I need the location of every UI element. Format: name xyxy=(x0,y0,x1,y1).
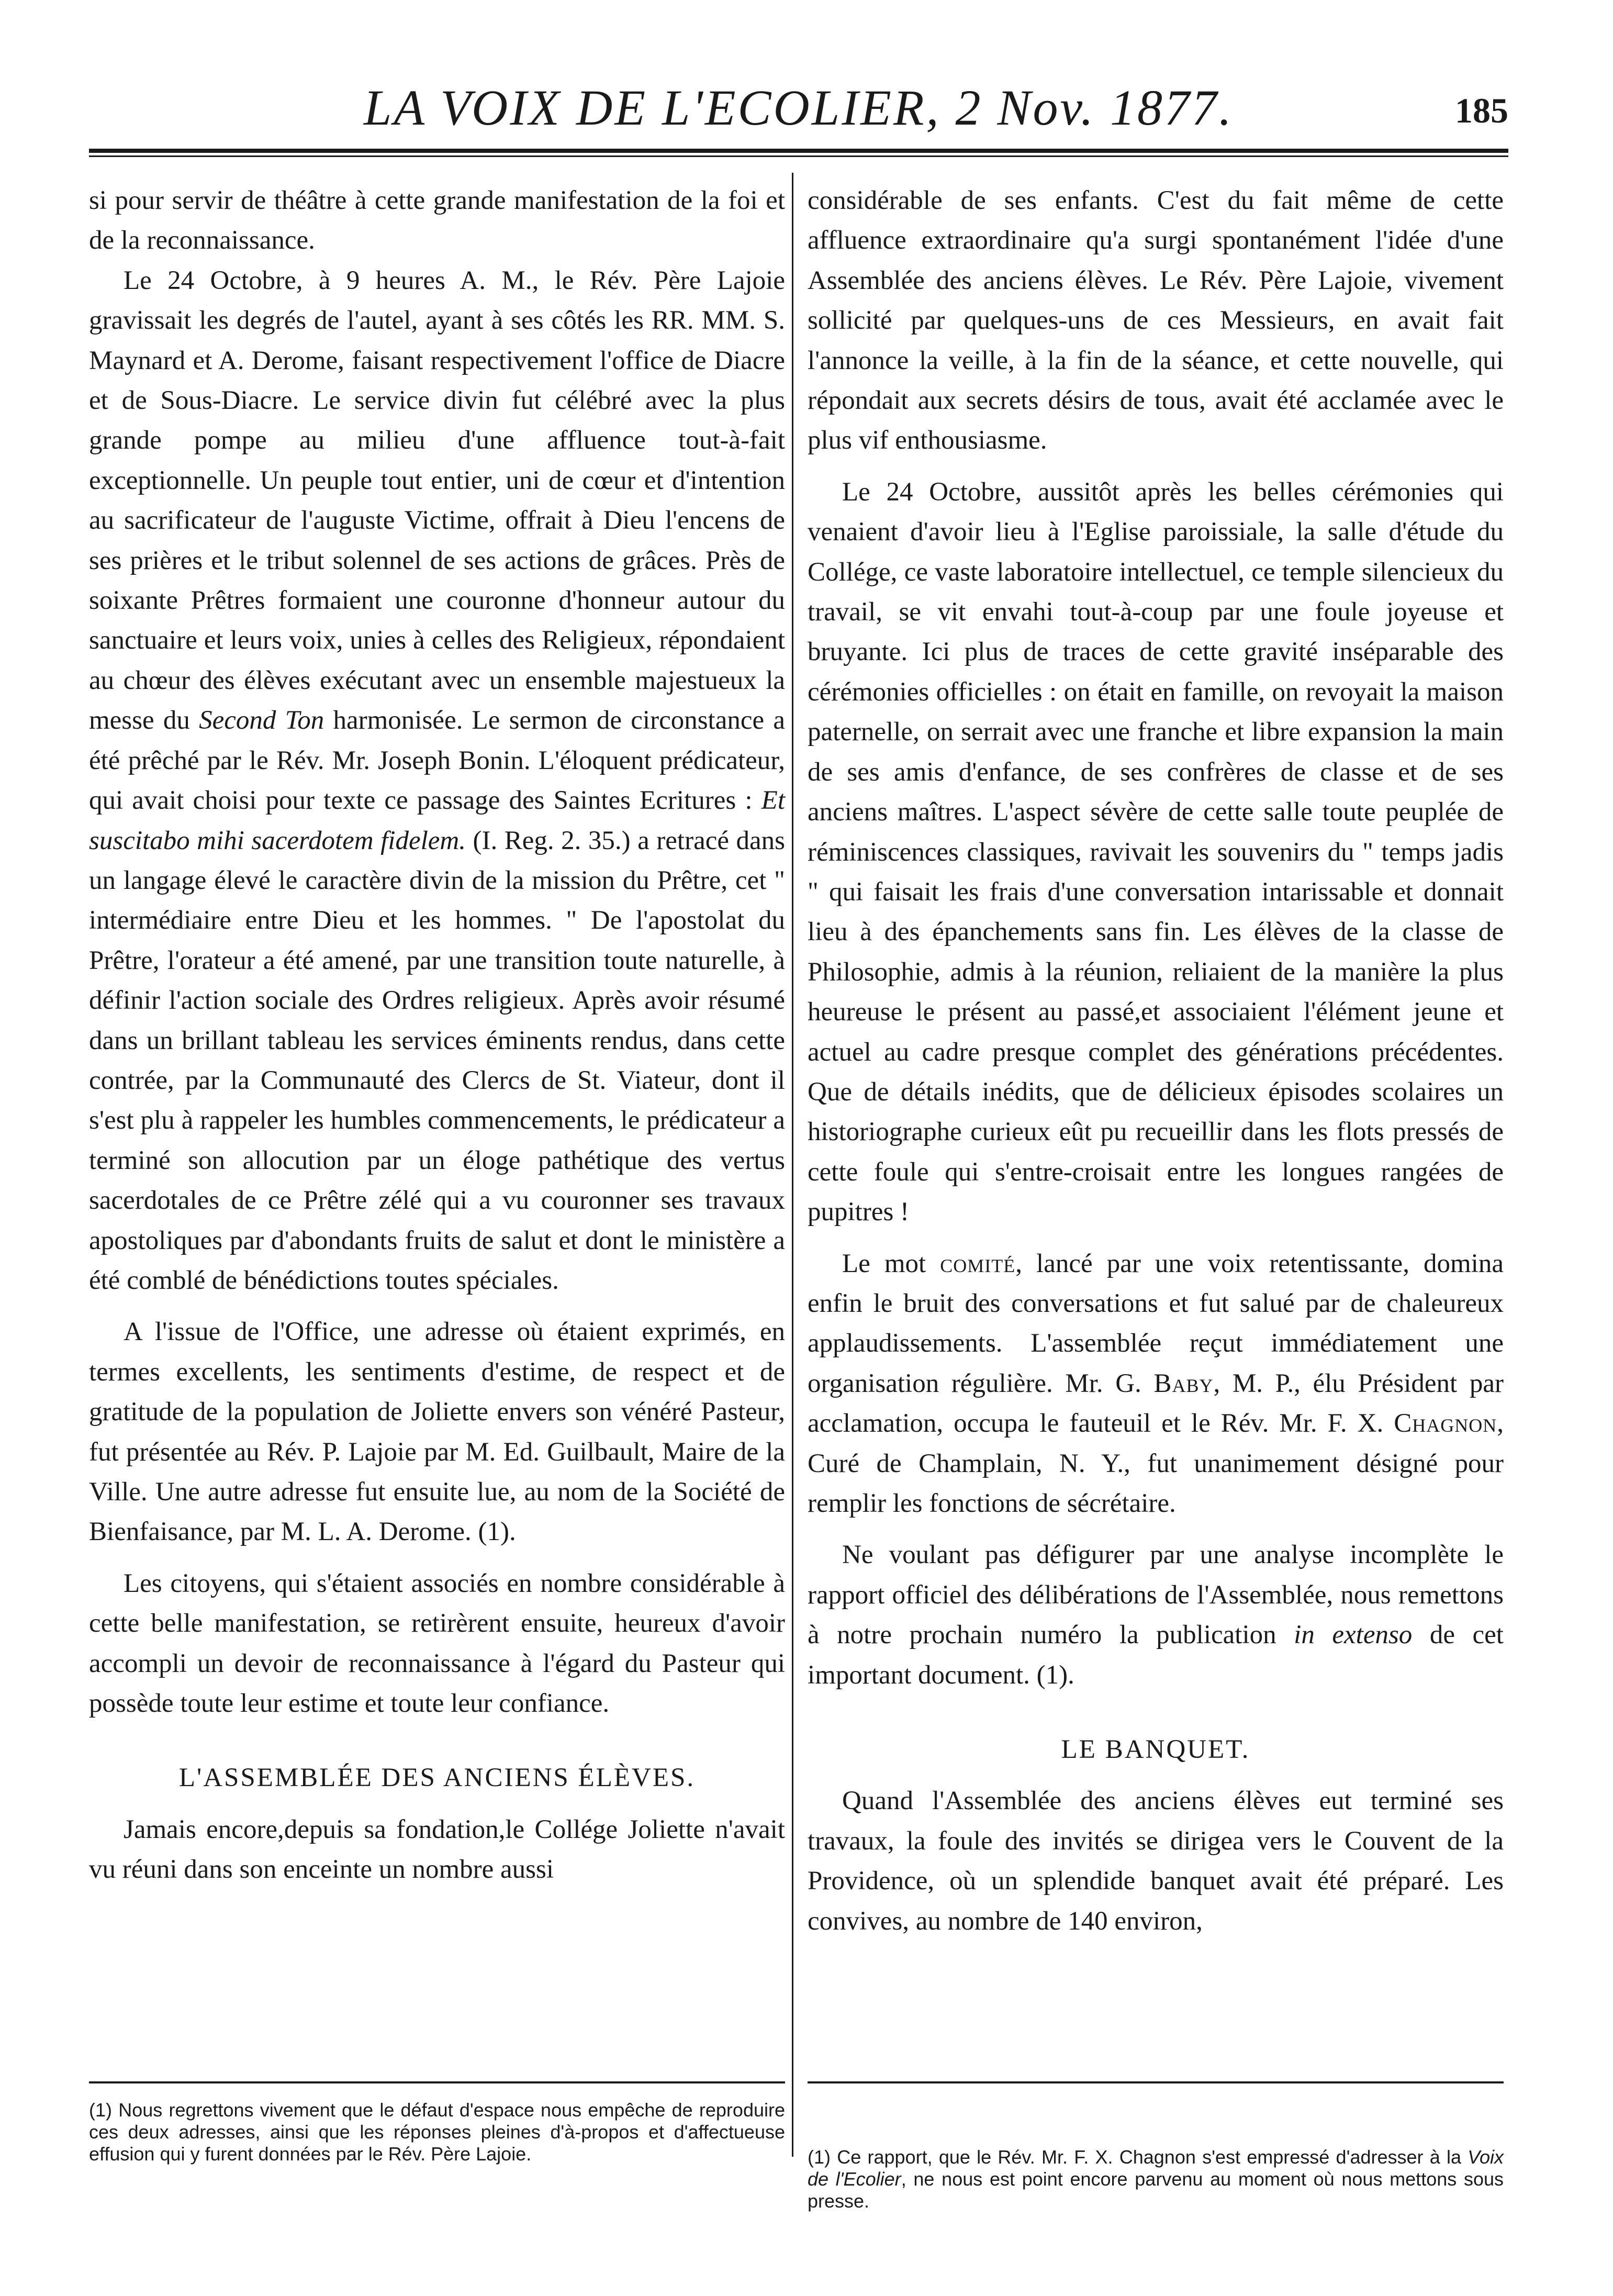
small-caps-text: comité xyxy=(940,1249,1016,1278)
right-column xyxy=(808,181,1504,1941)
italic-text: Voix de l'Ecolier xyxy=(808,2146,1504,2190)
text-run: Ne voulant pas défigurer par une analyse incomplète le rapport officiel des délibérations de l'Assemblée, nous remettons à notre prochain numéro la publication xyxy=(808,1540,1504,1650)
paragraph: A l'issue de l'Office, une adresse où étaient exprimés, en termes excellents, les sentiments d'estime, de respect et de gratitude de la population de Joliette envers son vénéré Pasteur, fut présentée au Rév. P. Lajoie par M. Ed. Guilbault, Maire de la Ville. Une autre adresse fut ensuite lue, au nom de la Société de Bienfaisance, par M. L. A. Derome. (1). xyxy=(89,1317,785,1547)
footnote-rule xyxy=(808,2081,1504,2083)
text-run: , Curé de Champlain, N. Y., fut unanimement désigné pour remplir les fonctions de sécrétaire. xyxy=(808,1409,1504,1518)
paragraph: Les citoyens, qui s'étaient associés en nombre considérable à cette belle manifestation, se retirèrent ensuite, heureux d'avoir accompli un devoir de reconnaissance à l'égard du Pasteur qui possède toute leur estime et toute leur confiance. xyxy=(89,1568,785,1719)
text-run: Le mot xyxy=(842,1249,940,1278)
italic-text: Et suscitabo mihi sacerdotem fidelem. xyxy=(89,786,785,855)
paragraph xyxy=(808,1535,1504,1695)
paragraph: si pour servir de théâtre à cette grande manifestation de la foi et de la reconnaissance. xyxy=(89,186,785,255)
small-caps-text: Baby xyxy=(1153,1368,1214,1398)
text-run: de cet important document. (1). xyxy=(808,1620,1504,1690)
paragraph: considérable de ses enfants. C'est du fait même de cette affluence extraordinaire qu'a surgi spontanément l'idée d'une Assemblée des anciens élèves. Le Rév. Père Lajoie, vivement sollicité par quelques-uns de ces Messieurs, en avait fait l'annonce la veille, à la fin de la séance, et cette nouvelle, qui répondait aux secrets désirs de tous, avait été acclamée avec le plus vif enthousiasme. xyxy=(808,186,1504,455)
page-header xyxy=(89,63,1508,141)
text-run: Le 24 Octobre, à 9 heures A. M., le Rév. Père Lajoie gravissait les degrés de l'autel, ayant à ses côtés les RR. MM. S. Maynard et A. Derome, faisant respectivement l'office de Diacre et de Sous-Diacre. Le service divin fut célébré avec la plus grande pompe au milieu d'une affluence tout-à-fait exceptionnelle. Un peuple tout entier, uni de cœur et d'intention au sacrificateur de l'auguste Victime, offrait à Dieu l'encens de ses prières et le tribut solennel de ses actions de grâces. Près de soixante Prêtres formaient une couronne d'honneur autour du sanctuaire et leurs voix, unies à celles des Religieux, répondaient au chœur des élèves exécutant avec un ensemble majestueux la messe du xyxy=(89,265,785,735)
paragraph: Le 24 Octobre, aussitôt après les belles cérémonies qui venaient d'avoir lieu à l'Eglise paroissiale, la salle d'étude du Collége, ce vaste laboratoire intellectuel, ce temple silencieux du travail, se vit envahi tout-à-coup par une foule joyeuse et bruyante. Ici plus de traces de cette gravité inséparable des cérémonies officielles : on était en famille, on revoyait la maison paternelle, on serrait avec une franche et libre expansion la main de ses amis d'enfance, de ses confrères de classe et de ses anciens maîtres. L'aspect sévère de cette salle toute peuplée de réminiscences classiques, ravivait les souvenirs du " temps jadis " qui faisait les frais d'une conversation intarissable et donnait lieu à des épanchements sans fin. Les élèves de la classe de Philosophie, admis à la réunion, reliaient de la manière la plus heureuse le présent au passé,et associaient l'élément jeune et actuel au cadre presque complet des générations précédentes. Que de détails inédits, que de délicieux épisodes scolaires un historiographe curieux eût pu recueillir dans les flots pressés de cette foule qui s'entre-croisait entre les longues rangées de pupitres ! xyxy=(808,477,1504,1227)
footnote-rule xyxy=(89,2081,785,2083)
paragraph xyxy=(89,261,785,1301)
text-run: , ne nous est point encore parvenu au moment où nous mettons sous presse. xyxy=(808,2168,1504,2212)
column-divider xyxy=(792,173,793,2157)
italic-text: in extenso xyxy=(1294,1620,1413,1650)
paragraph xyxy=(808,1244,1504,1524)
paragraph: Jamais encore,depuis sa fondation,le Collége Joliette n'avait vu réuni dans son enceinte un nombre aussi xyxy=(89,1814,785,1885)
paragraph: Quand l'Assemblée des anciens élèves eut terminé ses travaux, la foule des invités se dirigea vers le Couvent de la Providence, où un splendide banquet avait été préparé. Les convives, au nombre de 140 environ, xyxy=(808,1786,1504,1936)
section-heading: LE BANQUET. xyxy=(1061,1735,1250,1765)
newspaper-title: LA VOIX DE L'ECOLIER, 2 Nov. 1877. xyxy=(363,80,1234,136)
text-run: (I. Reg. 2. 35.) a retracé dans un langage élevé le caractère divin de la mission du Prêtre, cet " intermédiaire entre Dieu et les hommes. " De l'apostolat du Prêtre, l'orateur a été amené, par une transition toute naturelle, à définir l'action sociale des Ordres religieux. Après avoir résumé dans un brillant tableau les services éminents rendus, dans cette contrée, par la Communauté des Clercs de St. Viateur, dont il s'est plu à rappeler les humbles commencements, le prédicateur a terminé son allocution par un éloge pathétique des vertus sacerdotales de ce Prêtre zélé qui a vu couronner ses travaux apostoliques par d'abondants fruits de salut et dont le ministère a été comblé de bénédictions toutes spéciales. xyxy=(89,826,785,1295)
italic-text: Second Ton xyxy=(199,706,324,735)
page-number: 185 xyxy=(1455,91,1508,130)
left-column xyxy=(89,181,785,1890)
text-run: , M. P., élu Président par acclamation, occupa le fauteuil et le Rév. Mr. F. X. xyxy=(808,1368,1504,1439)
text-run: , lancé par une voix retentissante, domina enfin le bruit des conversations et fut salué par de chaleureux applaudissements. L'assemblée reçut immédiatement une organisation régulière. Mr. G. xyxy=(808,1249,1504,1398)
section-heading: L'ASSEMBLÉE DES ANCIENS ÉLÈVES. xyxy=(178,1763,696,1793)
small-caps-text: Chagnon xyxy=(1394,1409,1497,1439)
header-rule-thin xyxy=(89,155,1508,157)
footnote xyxy=(808,2146,1504,2212)
text-run: (1) Ce rapport, que le Rév. Mr. F. X. Chagnon s'est empressé d'adresser à la xyxy=(808,2146,1468,2168)
footnote: (1) Nous regrettons vivement que le défaut d'espace nous empêche de reproduire ces deux adresses, ainsi que les réponses pleines d'à-propos et d'affectueuse effusion qui y furent données par le Rév. Père Lajoie. xyxy=(89,2099,785,2165)
text-run: harmonisée. Le sermon de circonstance a été prêché par le Rév. Mr. Joseph Bonin. L'éloquent prédicateur, qui avait choisi pour texte ce passage des Saintes Ecritures : xyxy=(89,706,785,816)
header-rule xyxy=(89,149,1508,153)
